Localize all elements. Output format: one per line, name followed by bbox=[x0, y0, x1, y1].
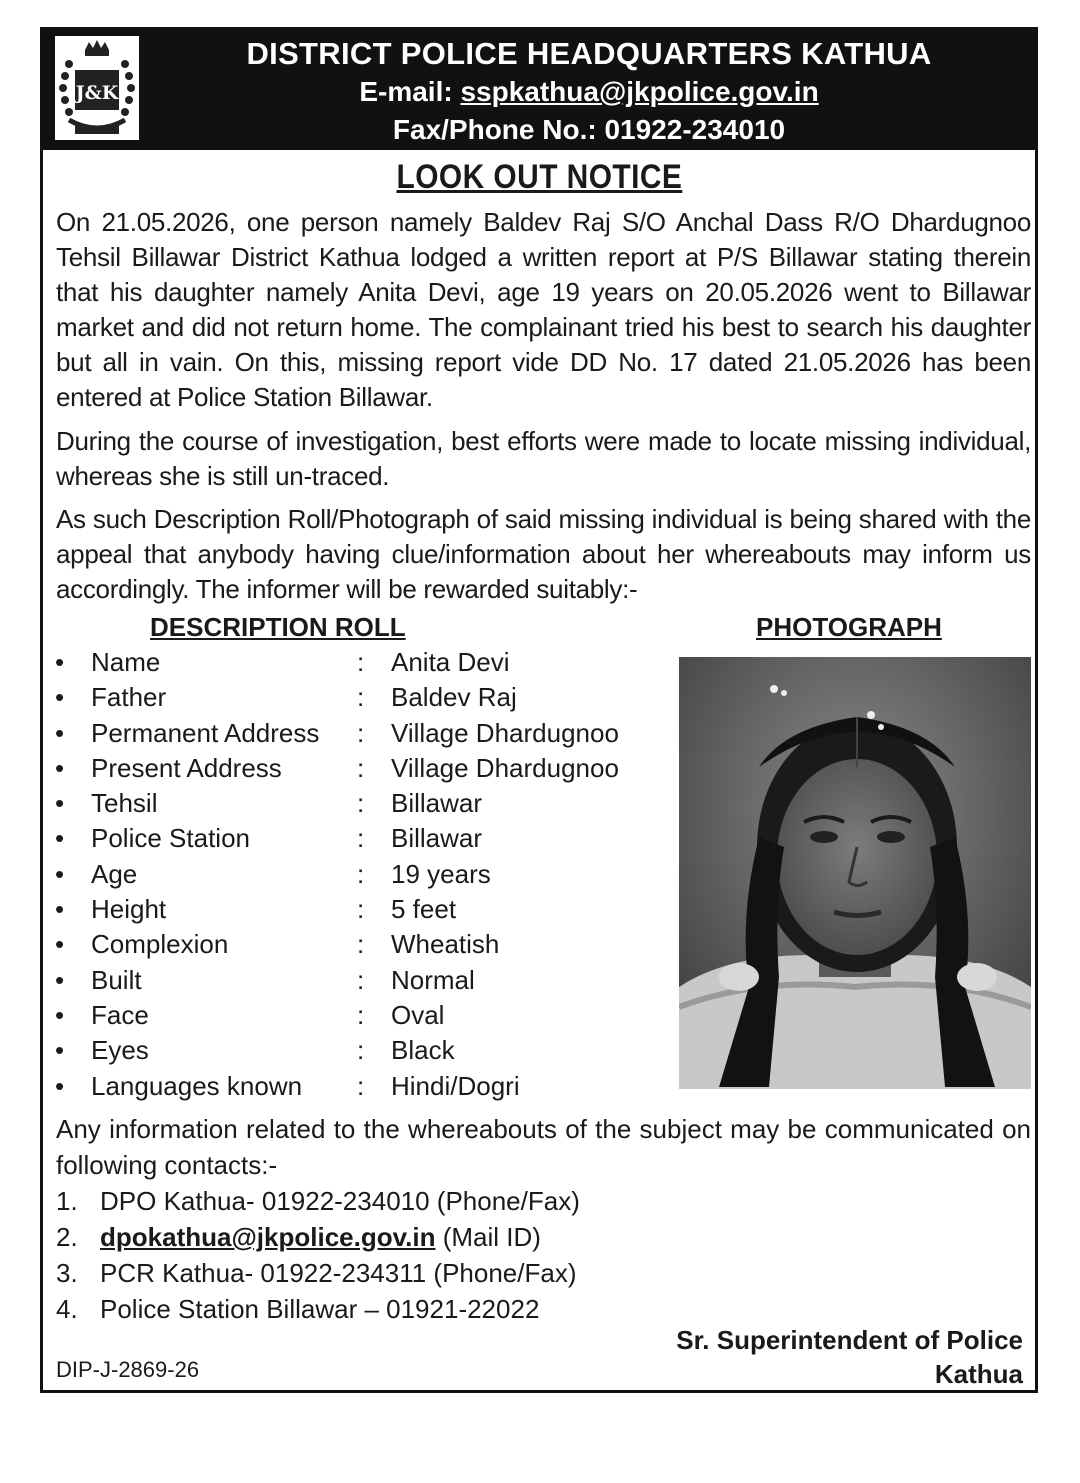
signatory-title: Sr. Superintendent of Police bbox=[676, 1325, 1023, 1355]
colon: : bbox=[357, 717, 365, 748]
bullet-icon: • bbox=[55, 1070, 65, 1101]
bullet-icon: • bbox=[55, 929, 65, 960]
roll-value: Black bbox=[391, 1035, 455, 1066]
roll-value: Anita Devi bbox=[391, 647, 510, 677]
jk-police-emblem-icon bbox=[55, 36, 139, 140]
contact-email-link[interactable]: dpokathua@jkpolice.gov.in bbox=[100, 1222, 436, 1252]
contact-number: 4. bbox=[56, 1294, 78, 1324]
bullet-icon: • bbox=[55, 1035, 65, 1066]
roll-value: Hindi/Dogri bbox=[391, 1070, 520, 1101]
contact-text bbox=[100, 1219, 541, 1255]
contact-item-police-station bbox=[56, 1291, 1031, 1327]
bullet-icon: • bbox=[55, 823, 65, 854]
colon: : bbox=[357, 752, 365, 783]
colon: : bbox=[357, 1035, 365, 1066]
header-fax-phone: Fax/Phone No.: 01922-234010 bbox=[392, 114, 786, 145]
contact-item-dpo bbox=[56, 1183, 1031, 1219]
roll-label: Permanent Address bbox=[91, 717, 320, 748]
bullet-icon: • bbox=[55, 894, 65, 925]
signatory-district: Kathua bbox=[934, 1359, 1023, 1389]
roll-label: Police Station bbox=[91, 823, 250, 854]
contact-item-mail bbox=[56, 1219, 1031, 1255]
bullet-icon: • bbox=[55, 999, 65, 1030]
colon: : bbox=[357, 929, 365, 960]
paragraph-investigation: During the course of investigation, best efforts were made to locate missing individual, whereas she is still un-traced. bbox=[56, 426, 1031, 491]
roll-value: Wheatish bbox=[391, 929, 500, 960]
colon: : bbox=[357, 1070, 365, 1101]
notice-frame bbox=[40, 27, 1038, 1393]
portrait-graphic bbox=[679, 657, 1031, 1089]
notice-title: LOOK OUT NOTICE bbox=[396, 158, 682, 196]
signatory-block bbox=[676, 1323, 1023, 1391]
roll-label: Height bbox=[91, 894, 167, 925]
roll-value: Village Dhardugnoo bbox=[391, 752, 619, 783]
headquarters-title: DISTRICT POLICE HEADQUARTERS KATHUA bbox=[246, 36, 932, 71]
colon: : bbox=[357, 647, 365, 677]
roll-value: Billawar bbox=[391, 788, 483, 819]
bullet-icon: • bbox=[55, 647, 65, 677]
roll-label: Eyes bbox=[91, 1035, 149, 1066]
roll-label: Languages known bbox=[91, 1070, 303, 1101]
emblem-graphic bbox=[55, 36, 139, 140]
colon: : bbox=[357, 999, 365, 1030]
contact-number: 1. bbox=[56, 1186, 78, 1216]
roll-label: Tehsil bbox=[91, 788, 158, 819]
svg-text:J&K: J&K bbox=[75, 82, 119, 104]
contact-item-pcr bbox=[56, 1255, 1031, 1291]
roll-value: Normal bbox=[391, 964, 475, 995]
colon: : bbox=[357, 682, 365, 713]
bullet-icon: • bbox=[55, 717, 65, 748]
email-label: E-mail: bbox=[359, 76, 453, 107]
roll-label: Present Address bbox=[91, 752, 282, 783]
roll-value: Village Dhardugnoo bbox=[391, 717, 619, 748]
roll-label: Face bbox=[91, 999, 149, 1030]
colon: : bbox=[357, 823, 365, 854]
contact-text: PCR Kathua- 01922-234311 (Phone/Fax) bbox=[100, 1258, 577, 1288]
roll-value: Baldev Raj bbox=[391, 682, 517, 713]
header-email-link[interactable]: sspkathua@jkpolice.gov.in bbox=[460, 76, 819, 107]
contact-number: 3. bbox=[56, 1258, 78, 1288]
bullet-icon: • bbox=[55, 788, 65, 819]
contact-number: 2. bbox=[56, 1222, 78, 1252]
roll-label: Built bbox=[91, 964, 142, 995]
photograph-heading: PHOTOGRAPH bbox=[756, 612, 942, 642]
bullet-icon: • bbox=[55, 752, 65, 783]
description-roll-heading: DESCRIPTION ROLL bbox=[150, 612, 406, 642]
roll-label: Age bbox=[91, 858, 138, 889]
roll-label: Father bbox=[91, 682, 167, 713]
contacts-intro: Any information related to the whereabouts of the subject may be communicated on following contacts:- bbox=[56, 1114, 1031, 1180]
notice-title-wrap bbox=[43, 158, 1035, 197]
bullet-icon: • bbox=[55, 858, 65, 889]
paragraph-report: On 21.05.2026, one person namely Baldev Raj S/O Anchal Dass R/O Dhardugnoo Tehsil Billawar District Kathua lodged a written report at P/S Billawar stating therein that his daughter namely Anita Devi, age 19 years on 20.05.2026 went to Billawar market and did not return home. The complainant tried his best to search his daughter but all in vain. On this, missing report vide DD No. 17 dated 21.05.2026 has been entered at Police Station Billawar. bbox=[56, 207, 1031, 412]
contact-mail-suffix: (Mail ID) bbox=[435, 1222, 541, 1252]
roll-label: Name bbox=[91, 647, 161, 677]
contact-text: DPO Kathua- 01922-234010 (Phone/Fax) bbox=[100, 1186, 580, 1216]
missing-person-photograph bbox=[679, 657, 1031, 1089]
roll-value: Oval bbox=[391, 999, 445, 1030]
colon: : bbox=[357, 894, 365, 925]
roll-label: Complexion bbox=[91, 929, 229, 960]
roll-value: 5 feet bbox=[391, 894, 457, 925]
colon: : bbox=[357, 964, 365, 995]
colon: : bbox=[357, 788, 365, 819]
paragraph-appeal: As such Description Roll/Photograph of said missing individual is being shared with the appeal that anybody having clue/information about her whereabouts may inform us accordingly. The informer will be rewarded suitably:- bbox=[56, 504, 1031, 604]
header-email-line bbox=[143, 76, 1035, 108]
contacts-section bbox=[56, 1111, 1031, 1327]
roll-value: Billawar bbox=[391, 823, 483, 854]
roll-value: 19 years bbox=[391, 858, 491, 889]
dip-code: DIP-J-2869-26 bbox=[56, 1357, 200, 1382]
contact-text: Police Station Billawar – 01921-22022 bbox=[100, 1294, 540, 1324]
bullet-icon: • bbox=[55, 964, 65, 995]
header-bar bbox=[43, 30, 1035, 150]
colon: : bbox=[357, 858, 365, 889]
bullet-icon: • bbox=[55, 682, 65, 713]
